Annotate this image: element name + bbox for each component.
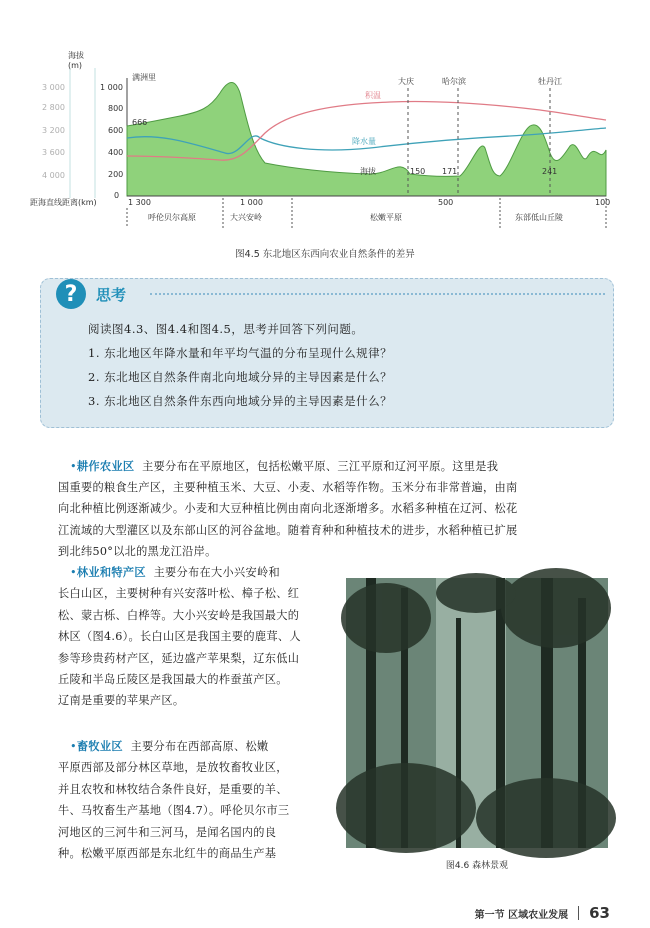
think-intro: 阅读图4.3、图4.4和图4.5，思考并回答下列问题。 <box>88 322 364 336</box>
faded-tick: 2 800 <box>42 103 65 112</box>
x-tick: 1 300 <box>128 198 151 207</box>
text-line: 林区（图4.6）。长白山区是我国主要的鹿茸、人 <box>58 630 301 644</box>
text-line: 丘陵和半岛丘陵区是我国最大的柞蚕茧产区。 <box>58 673 288 687</box>
region-label: 松嫩平原 <box>370 213 402 222</box>
axis-header: 海拔 <box>68 51 84 60</box>
think-header <box>56 278 126 310</box>
text-line: 江流域的大型灌区以及东部山区的河谷盆地。随着育种和种植技术的进步，水稻种植已扩展 <box>58 523 518 537</box>
photo-caption: 图4.6 森林景观 <box>445 861 509 871</box>
place-label: 大庆 <box>398 77 414 86</box>
elevation-value: 666 <box>132 118 148 127</box>
page-footer <box>475 904 610 922</box>
bullet-icon: • <box>70 740 77 753</box>
bullet-icon: • <box>70 566 77 579</box>
region-label: 呼伦贝尔高原 <box>148 213 196 222</box>
chart-figure-4-5 <box>30 38 620 233</box>
text-line: 主要分布在大小兴安岭和 <box>153 566 280 579</box>
think-title: 思考 <box>96 285 127 304</box>
x-axis-label: 距海直线距离(km) <box>30 198 97 207</box>
text-line: 主要分布在西部高原、松嫩 <box>130 740 269 753</box>
text-line: 国重要的粮食生产区，主要种植玉米、大豆、小麦、水稻等作物。玉米分布非常普遍，由南 <box>58 481 518 494</box>
text-line: 参等珍贵药材产区，延边盛产苹果梨，辽东低山 <box>58 651 300 665</box>
footer-section: 第一节 区域农业发展 <box>474 909 569 921</box>
faded-axes <box>70 68 95 198</box>
text-line: 牛、马牧畜生产基地（图4.7）。呼伦贝尔市三 <box>58 804 290 818</box>
y-tick: 0 <box>114 191 120 200</box>
faded-tick: 4 000 <box>42 171 65 180</box>
think-question: 1. 东北地区年降水量和年平均气温的分布呈现什么规律？ <box>88 346 393 360</box>
elevation-value: 150 <box>410 167 426 176</box>
faded-tick: 3 200 <box>42 126 65 135</box>
text-line: 种。松嫩平原西部是东北红牛的商品生产基 <box>58 847 277 861</box>
y-tick: 600 <box>108 126 124 135</box>
farming-paragraph <box>70 456 610 477</box>
elevation-value: 171 <box>442 167 458 176</box>
region-label: 大兴安岭 <box>230 213 262 222</box>
forestry-paragraph <box>58 562 343 712</box>
place-label: 哈尔滨 <box>442 77 466 86</box>
axis-unit: (m) <box>68 61 83 70</box>
y-tick: 800 <box>108 104 124 113</box>
page-number: 63 <box>589 904 610 922</box>
text-line: 松、蒙古栎、白桦等。大小兴安岭是我国最大的 <box>58 608 300 622</box>
farming-body <box>58 477 610 563</box>
forest-image <box>346 578 608 848</box>
think-question: 3. 东北地区自然条件东西向地域分异的主导因素是什么？ <box>88 394 393 408</box>
figure-caption: 图4.5 东北地区东西向农业自然条件的差异 <box>235 249 415 260</box>
text-line: 平原西部及部分林区草地，是放牧畜牧业区， <box>58 761 288 775</box>
section-lead: 林业和特产区 <box>76 565 146 579</box>
place-label: 牡丹江 <box>538 77 562 86</box>
x-tick: 100 <box>595 198 611 207</box>
faded-tick: 3 000 <box>42 83 65 92</box>
think-question: 2. 东北地区自然条件南北向地域分异的主导因素是什么？ <box>88 370 393 384</box>
text-line: 河地区的三河牛和三河马，是闻名国内的良 <box>58 825 277 839</box>
faded-tick: 3 600 <box>42 148 65 157</box>
text-line: 主要分布在平原地区，包括松嫩平原、三江平原和辽河平原。这里是我 <box>142 460 499 473</box>
bullet-icon: • <box>70 460 77 473</box>
forest-photo <box>346 578 608 848</box>
x-tick: 1 000 <box>240 198 263 207</box>
series-label-temperature: 积温 <box>365 91 381 100</box>
footer-separator <box>578 906 579 920</box>
question-icon: ? <box>56 279 86 309</box>
think-divider <box>150 293 605 295</box>
place-label: 满洲里 <box>132 73 156 82</box>
series-label-precipitation: 降水量 <box>352 137 376 146</box>
elevation-value: 241 <box>542 167 558 176</box>
text-line: 辽南是重要的苹果产区。 <box>58 694 185 708</box>
text-line: 到北纬50°以北的黑龙江沿岸。 <box>58 545 217 559</box>
region-label: 东部低山丘陵 <box>515 213 563 222</box>
text-line: 并且农牧和林牧结合条件良好，是重要的羊、 <box>58 782 288 796</box>
y-tick: 200 <box>108 170 124 179</box>
y-tick: 1 000 <box>100 83 123 92</box>
livestock-paragraph <box>58 736 343 864</box>
section-lead: 畜牧业区 <box>76 739 123 753</box>
section-lead: 耕作农业区 <box>76 459 135 473</box>
text-line: 向北种植比例逐渐减少。小麦和大豆种植比例由南向北逐渐增多。水稻多种植在辽河、松花 <box>58 502 518 516</box>
series-label-elevation: 海拔 <box>360 167 376 176</box>
x-tick: 500 <box>438 198 454 207</box>
y-tick: 400 <box>108 148 124 157</box>
text-line: 长白山区，主要树种有兴安落叶松、樟子松、红 <box>58 587 300 601</box>
